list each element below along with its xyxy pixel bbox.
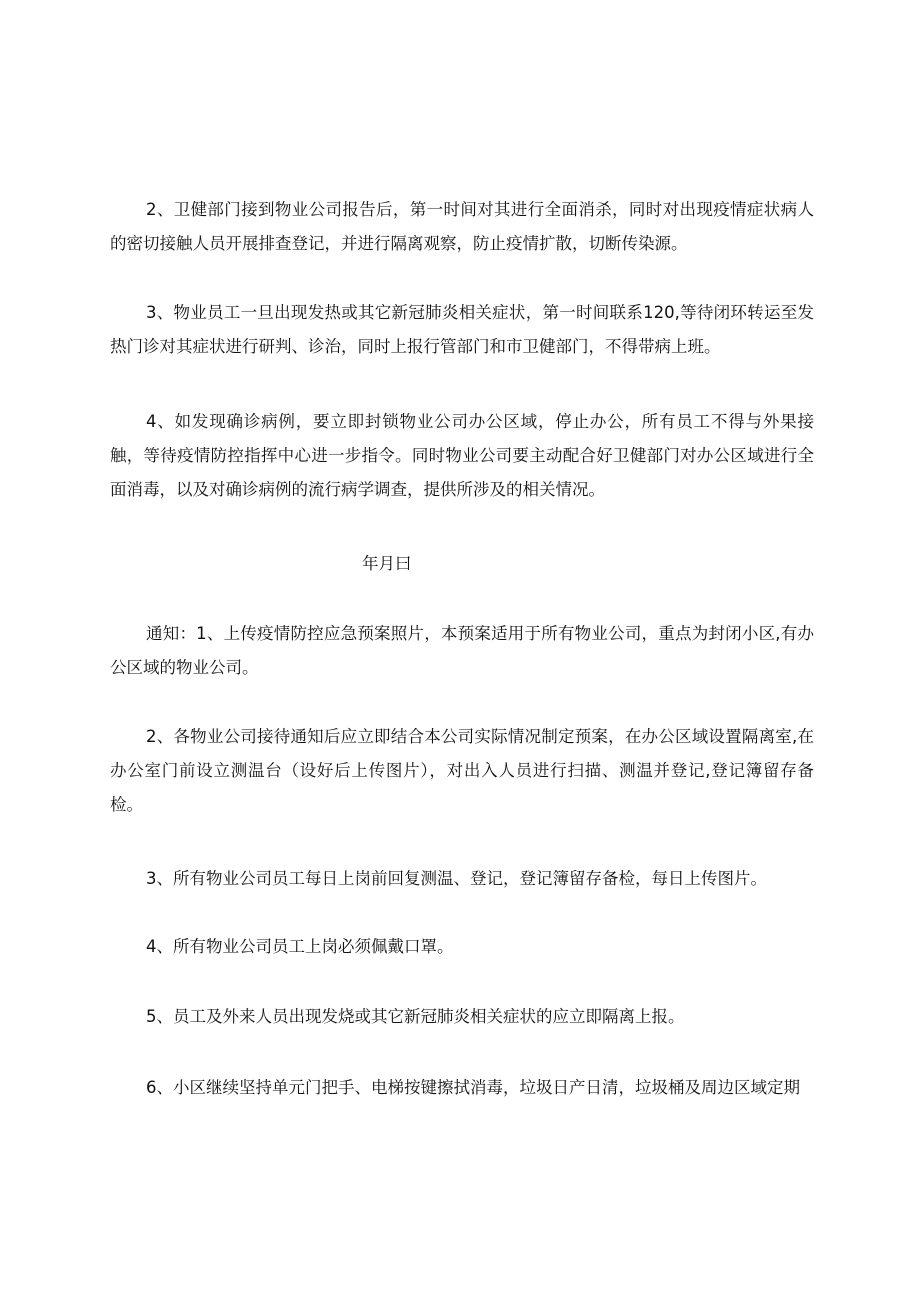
- notice-item-4: 4、所有物业公司员工上岗必须佩戴口罩。: [146, 937, 454, 956]
- paragraph-item-2: 2、卫健部门接到物业公司报告后，第一时间对其进行全面消杀，同时对出现疫情症状病人的密切接触人员开展排查登记，并进行隔离观察，防止疫情扩散，切断传染源。: [110, 200, 814, 253]
- date-line: 年月曰: [362, 554, 412, 573]
- notice-item-3: 3、所有物业公司员工每日上岗前回复测温、登记，登记簿留存备检，每日上传图片。: [146, 869, 767, 888]
- paragraph-item-3: 3、物业员工一旦出现发热或其它新冠肺炎相关症状，第一时间联系120,等待闭环转运至发热门诊对其症状进行研判、诊治，同时上报行管部门和市卫健部门，不得带病上班。: [110, 303, 814, 356]
- notice-item-6: 6、小区继续坚持单元门把手、电梯按键擦拭消毒，垃圾日产日清，垃圾桶及周边区域定期: [146, 1078, 800, 1097]
- notice-item-5: 5、员工及外来人员出现发烧或其它新冠肺炎相关症状的应立即隔离上报。: [146, 1007, 685, 1026]
- notice-item-1: 通知：1、上传疫情防控应急预案照片，本预案适用于所有物业公司，重点为封闭小区,有办公区域的物业公司。: [110, 624, 814, 677]
- notice-item-2: 2、各物业公司接待通知后应立即结合本公司实际情况制定预案，在办公区域设置隔离室,在办公室门前设立测温台（设好后上传图片），对出入人员进行扫描、测温并登记,登记簿留存备检。: [110, 727, 814, 814]
- paragraph-item-4: 4、如发现确诊病例，要立即封锁物业公司办公区域，停止办公，所有员工不得与外果接触，等待疫情防控指挥中心进一步指令。同时物业公司要主动配合好卫健部门对办公区域进行全面消毒，以及对确诊病例的流行病学调查，提供所涉及的相关情况。: [110, 412, 814, 499]
